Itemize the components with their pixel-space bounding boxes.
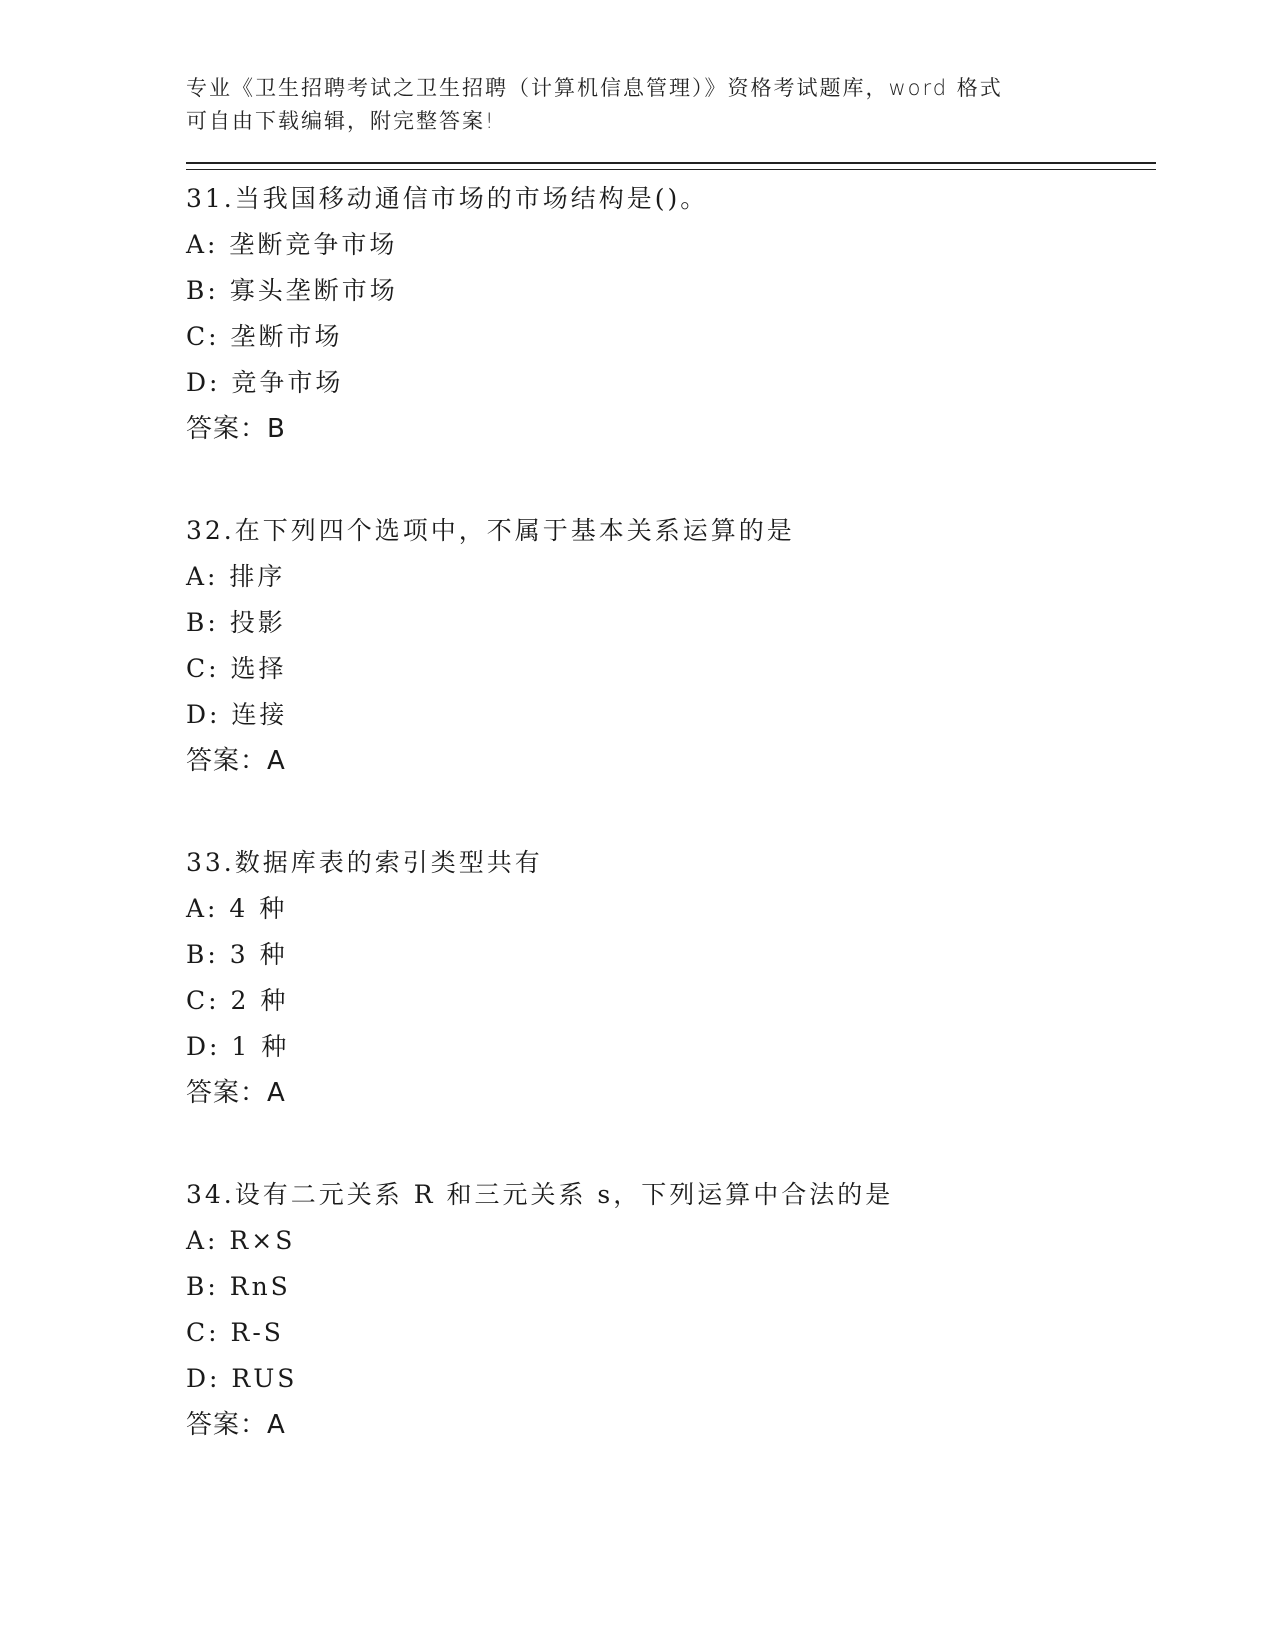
option-c: C: R-S [186, 1318, 284, 1347]
option-a: A: R×S [186, 1226, 296, 1255]
option-a: A: 4 种 [186, 894, 288, 923]
option-b: B: 投影 [186, 608, 286, 637]
question-stem: 33.数据库表的索引类型共有 [186, 848, 543, 877]
header-divider [186, 162, 1156, 170]
option-c: C: 垄断市场 [186, 322, 343, 351]
option-a: A: 垄断竞争市场 [186, 230, 398, 259]
header-line-2: 可自由下载编辑，附完整答案! [186, 109, 496, 133]
option-d: D: 竞争市场 [186, 368, 344, 397]
question-list [186, 176, 1156, 1448]
answer-line: 答案：A [186, 1410, 286, 1440]
header-line-1: 专业《卫生招聘考试之卫生招聘（计算机信息管理）》资格考试题库，word 格式 [186, 76, 1003, 100]
option-b: B: 3 种 [186, 940, 288, 969]
question-32 [186, 508, 1156, 784]
option-a: A: 排序 [186, 562, 286, 591]
answer-line: 答案：A [186, 746, 286, 776]
question-31 [186, 176, 1156, 452]
option-c: C: 2 种 [186, 986, 289, 1015]
answer-line: 答案：B [186, 414, 286, 444]
option-d: D: 连接 [186, 700, 288, 729]
question-stem: 32.在下列四个选项中，不属于基本关系运算的是 [186, 516, 795, 545]
question-stem: 31.当我国移动通信市场的市场结构是()。 [186, 184, 709, 213]
question-33 [186, 840, 1156, 1116]
document-header [186, 72, 1156, 138]
answer-line: 答案：A [186, 1078, 286, 1108]
option-b: B: 寡头垄断市场 [186, 276, 398, 305]
question-stem: 34.设有二元关系 R 和三元关系 s，下列运算中合法的是 [186, 1180, 894, 1209]
document-page [186, 72, 1156, 1448]
option-d: D: 1 种 [186, 1032, 290, 1061]
option-d: D: RUS [186, 1364, 298, 1393]
option-c: C: 选择 [186, 654, 287, 683]
option-b: B: RnS [186, 1272, 291, 1301]
question-34 [186, 1172, 1156, 1448]
